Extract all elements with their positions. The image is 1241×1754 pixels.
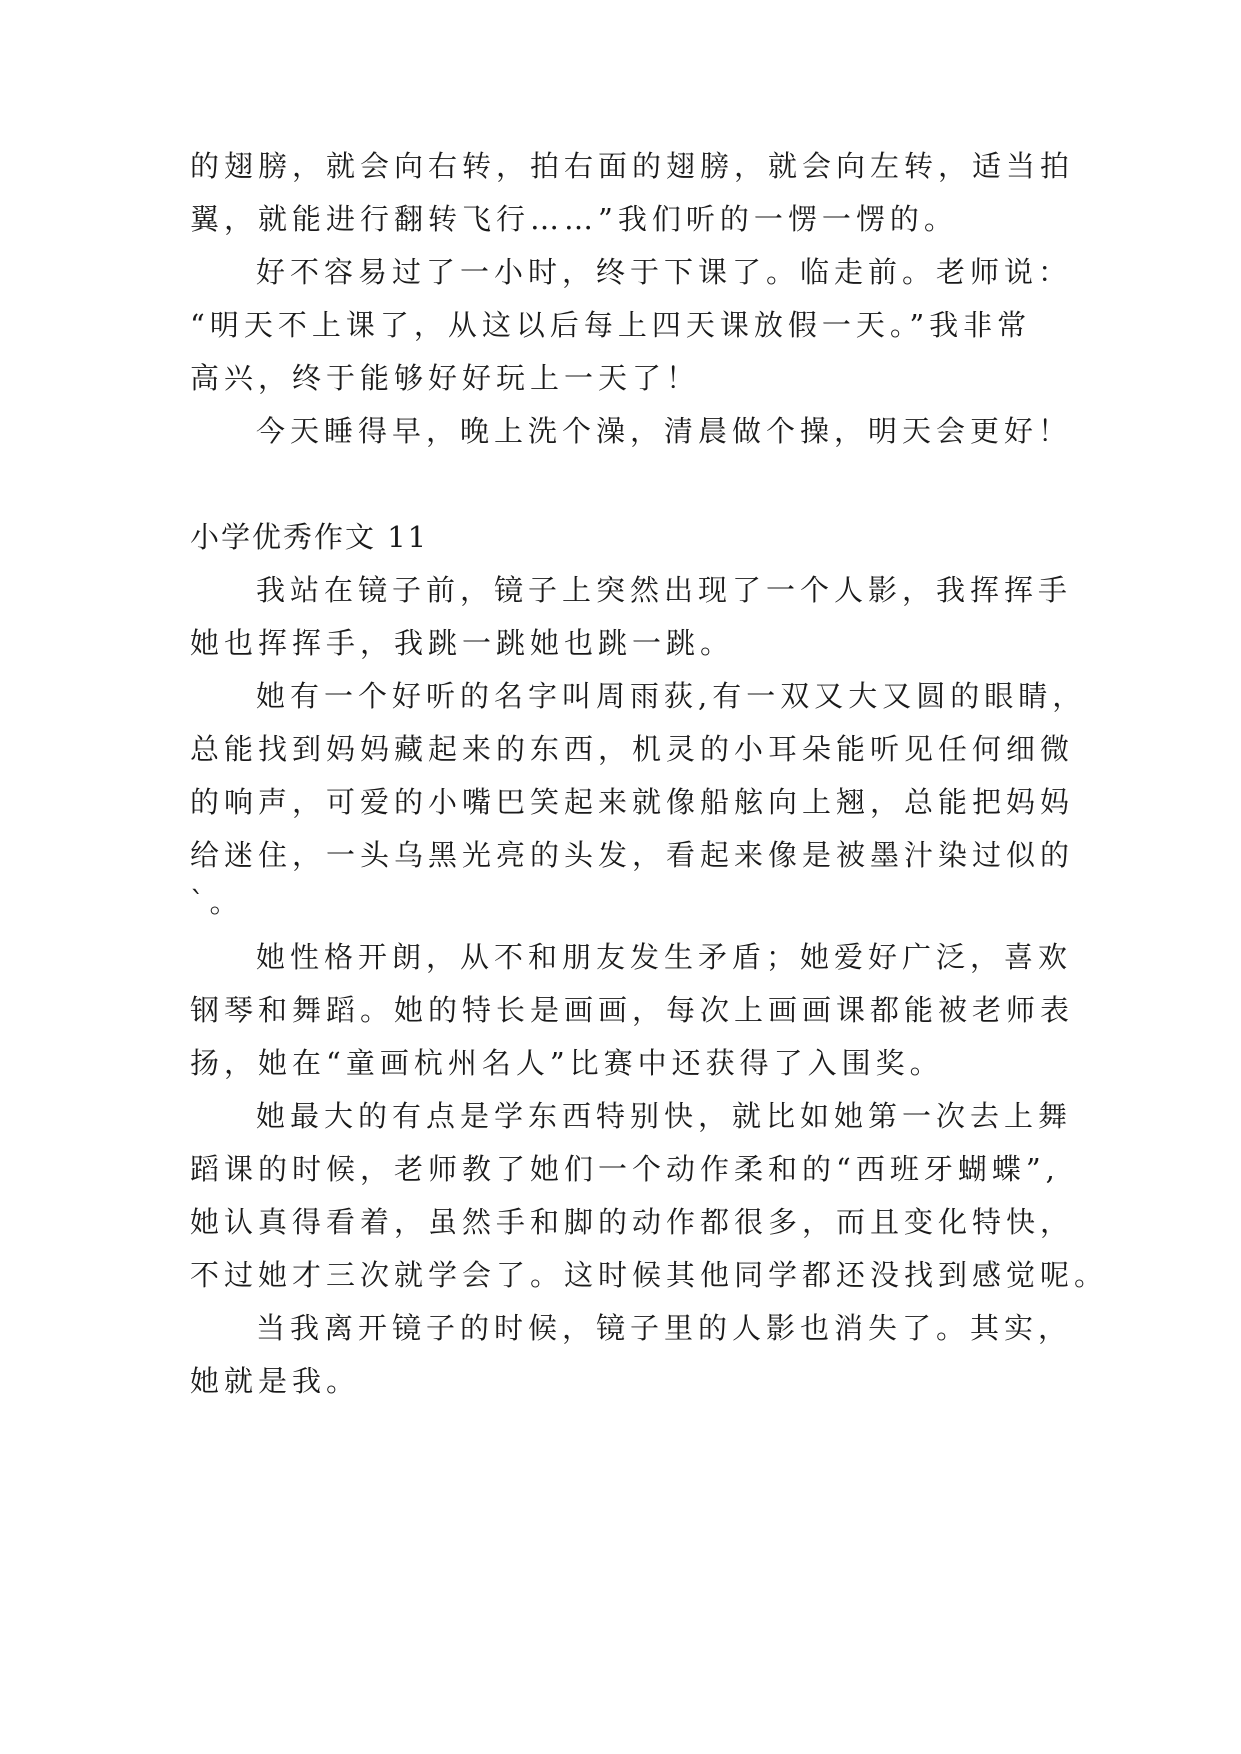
text-line: 她也挥挥手，我跳一跳她也跳一跳。 [190,626,735,660]
text-line: “明天不上课了，从这以后每上四天课放假一天。”我非常 [190,308,1032,342]
text-line: 钢琴和舞蹈。她的特长是画画，每次上画画课都能被老师表 [190,993,1075,1027]
paragraph-start: 当我离开镜子的时候，镜子里的人影也消失了。其实， [256,1311,1073,1345]
section-heading: 小学优秀作文 11 [190,520,429,554]
paragraph-start: 她最大的有点是学东西特别快，就比如她第一次去上舞 [256,1099,1073,1133]
text-line: 总能找到妈妈藏起来的东西，机灵的小耳朵能听见任何细微 [190,732,1075,766]
paragraph-start: 今天睡得早，晚上洗个澡，清晨做个操，明天会更好！ [256,414,1073,448]
text-line: 的翅膀，就会向右转，拍右面的翅膀，就会向左转，适当拍 [190,149,1075,183]
paragraph-start: 她性格开朗，从不和朋友发生矛盾；她爱好广泛，喜欢 [256,940,1073,974]
paragraph-start: 她有一个好听的名字叫周雨荻,有一双又大又圆的眼睛， [256,679,1087,713]
text-line: 她就是我。 [190,1364,361,1398]
text-line: 的响声，可爱的小嘴巴笑起来就像船舷向上翘，总能把妈妈 [190,785,1075,819]
text-line: 给迷住，一头乌黑光亮的头发，看起来像是被墨汁染过似的 [190,838,1075,872]
text-line: 翼，就能进行翻转飞行……”我们听的一愣一愣的。 [190,202,958,236]
text-line: 她认真得看着，虽然手和脚的动作都很多，而且变化特快， [190,1205,1075,1239]
text-line: 蹈课的时候，老师教了她们一个动作柔和的“西班牙蝴蝶”, [190,1152,1060,1186]
paragraph-start: 我站在镜子前，镜子上突然出现了一个人影，我挥挥手 [256,573,1073,607]
paragraph-start: 好不容易过了一小时，终于下课了。临走前。老师说： [256,255,1073,289]
text-line: 高兴，终于能够好好玩上一天了！ [190,361,701,395]
text-line: 扬，她在“童画杭州名人”比赛中还获得了入围奖。 [190,1046,944,1080]
text-line: 不过她才三次就学会了。这时候其他同学都还没找到感觉呢。 [190,1258,1109,1292]
text-line: `。 [190,885,244,919]
